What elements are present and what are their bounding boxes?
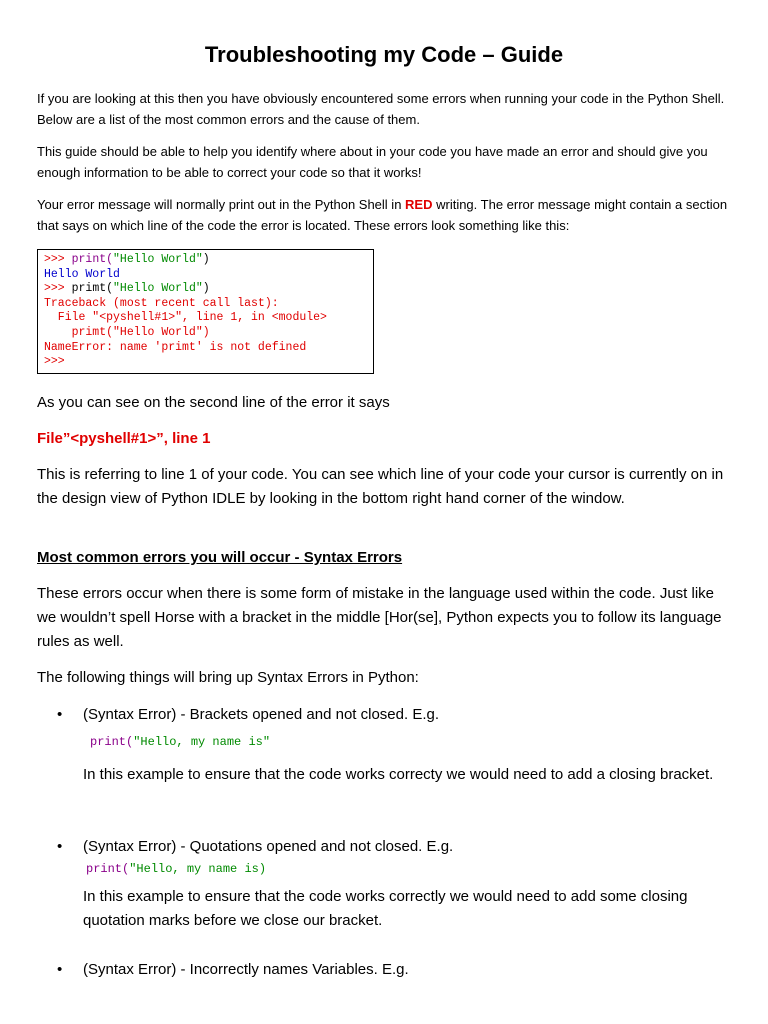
code-example [86,862,266,876]
python-shell-example [37,249,374,374]
referring-paragraph: This is referring to line 1 of your code. You can see which line of your code your cursor is currently on in the design view of Python IDLE by looking in the bottom right hand corner of the window. [37,466,724,507]
intro-paragraph-3 [37,194,737,236]
shell-line-4: Traceback (most recent call last): [44,296,279,310]
bullet-label: (Syntax Error) - Quotations opened and not closed. E.g. [83,838,454,855]
intro-paragraph-1: If you are looking at this then you have obviously encountered some errors when running your code in the Python Shell. Below are a list of the most common errors and the cause of them. [37,91,725,127]
intro-3-after: writing. The error message might contain a section that says on which line of the code the error is located. These errors look something like this: [37,197,728,233]
section-heading: Most common errors you will occur - Syntax Errors [37,549,403,566]
intro-paragraph-2: This guide should be able to help you identify where about in your code you have made an error and should give you enough information to be able to correct your code so that it works! [37,144,708,180]
bullet-label: (Syntax Error) - Brackets opened and not closed. E.g. [83,706,440,723]
shell-line-8: >>> [44,355,65,369]
shell-string: "Hello World" [113,253,203,266]
page-title: Troubleshooting my Code – Guide [204,42,564,67]
shell-line-1 [44,253,367,268]
shell-func: print( [71,253,114,266]
bullet-icon: • [57,706,63,723]
shell-close: ) [202,253,210,266]
bullet-explanation: In this example to ensure that the code works correcty we would need to add a closing bracket. [83,766,714,783]
code-func: print( [86,862,130,876]
intro-3-before: Your error message will normally print out in the Python Shell in [37,197,406,212]
syntax-description: These errors occur when there is some form of mistake in the language used within the code. Just like we wouldn’t spell Horse with a bracket in the middle [Hor(se], Python expects you to follow its language rules as well. [37,585,722,650]
file-line-red: File”<pyshell#1>”, line 1 [37,430,211,447]
shell-close: ) [202,282,210,296]
shell-line-5: File "<pyshell#1>", line 1, in <module> [44,311,327,325]
shell-line-7: NameError: name 'primt' is not defined [44,340,307,354]
shell-string: "Hello World" [113,282,203,296]
shell-prompt: >>> [44,282,72,296]
bullet-explanation: In this example to ensure that the code works correctly we would need to add some closing quotation marks before we close our bracket. [83,888,688,929]
following-text: The following things will bring up Syntax Errors in Python: [37,669,419,686]
second-line-text: As you can see on the second line of the error it says [37,394,390,411]
shell-prompt: >>> [44,253,72,266]
code-string: "Hello, my name is) [129,862,267,876]
shell-line-6: primt("Hello World") [44,325,210,339]
bullet-icon: • [57,961,63,978]
bullet-icon: • [57,838,63,855]
shell-func: primt( [71,282,114,296]
shell-line-3 [44,282,367,297]
bullet-label: (Syntax Error) - Incorrectly names Variables. E.g. [83,961,409,978]
red-word: RED [405,197,433,212]
code-string: "Hello, my name is" [133,735,271,749]
shell-line-2: Hello World [44,267,120,281]
code-func: print( [90,735,134,749]
code-example [90,735,270,749]
